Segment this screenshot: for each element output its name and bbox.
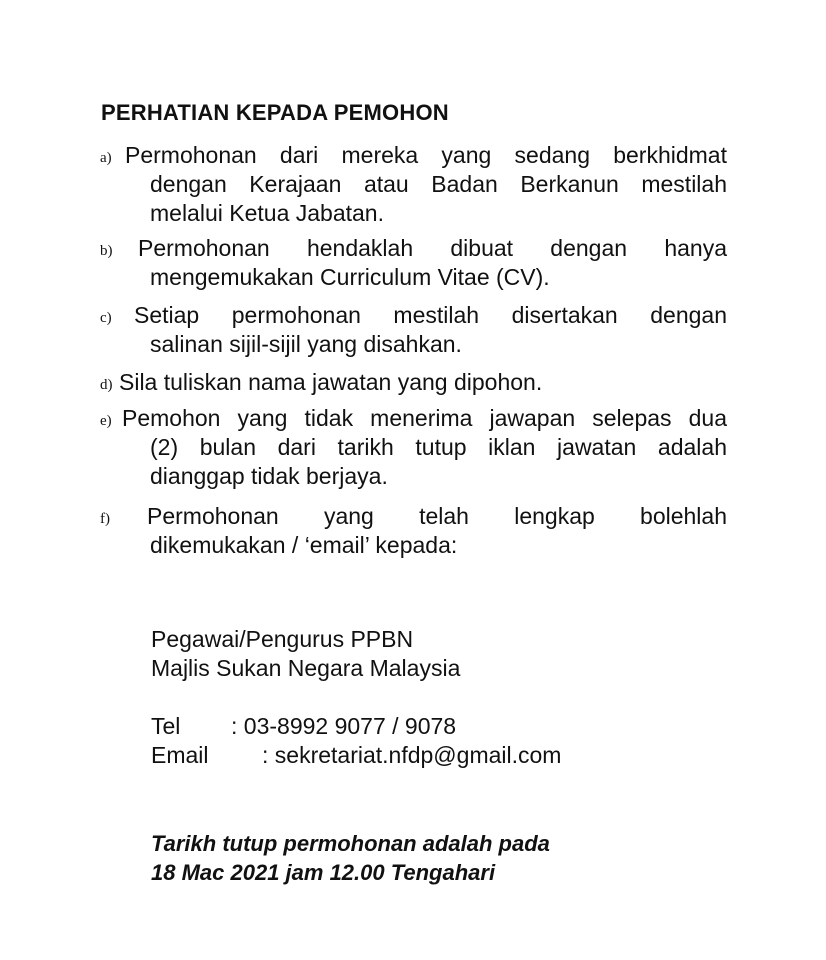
list-item bbox=[100, 368, 727, 397]
closing-date-line-1: Tarikh tutup permohonan adalah pada bbox=[151, 831, 550, 856]
item-marker: c) bbox=[100, 310, 112, 326]
notice-title: PERHATIAN KEPADA PEMOHON bbox=[101, 100, 449, 125]
item-marker: e) bbox=[100, 413, 112, 429]
item-marker: b) bbox=[100, 243, 113, 259]
email-label: Email bbox=[151, 742, 209, 768]
item-text-line: Permohonan hendaklah dibuat dengan hanya bbox=[138, 235, 727, 261]
contact-organization: Majlis Sukan Negara Malaysia bbox=[151, 655, 461, 681]
item-marker: a) bbox=[100, 150, 112, 166]
list-item bbox=[100, 404, 727, 491]
contact-email bbox=[151, 741, 561, 770]
item-text-line: dikemukakan / ‘email’ kepada: bbox=[150, 532, 458, 558]
tel-value: : 03-8992 9077 / 9078 bbox=[231, 713, 457, 739]
email-value: : sekretariat.nfdp@gmail.com bbox=[262, 742, 562, 768]
item-text-line: (2) bulan dari tarikh tutup iklan jawatan adalah bbox=[150, 434, 727, 460]
item-text-line: mengemukakan Curriculum Vitae (CV). bbox=[150, 264, 550, 290]
item-text-line: melalui Ketua Jabatan. bbox=[150, 200, 384, 226]
closing-date-line-2: 18 Mac 2021 jam 12.00 Tengahari bbox=[151, 860, 496, 885]
list-item bbox=[100, 502, 727, 560]
list-item bbox=[100, 301, 727, 359]
item-text-line: Sila tuliskan nama jawatan yang dipohon. bbox=[119, 369, 543, 395]
item-text-line: dianggap tidak berjaya. bbox=[150, 463, 388, 489]
item-text-line: dengan Kerajaan atau Badan Berkanun mestilah bbox=[150, 171, 727, 197]
item-text-line: salinan sijil-sijil yang disahkan. bbox=[150, 331, 462, 357]
item-marker: f) bbox=[100, 511, 110, 527]
contact-tel bbox=[151, 712, 456, 741]
item-marker: d) bbox=[100, 377, 113, 393]
item-text-line: Permohonan dari mereka yang sedang berkhidmat bbox=[125, 142, 727, 168]
item-text-line: Pemohon yang tidak menerima jawapan selepas dua bbox=[122, 405, 727, 431]
item-text-line: Permohonan yang telah lengkap bolehlah bbox=[147, 503, 727, 529]
list-item bbox=[100, 141, 727, 228]
contact-name: Pegawai/Pengurus PPBN bbox=[151, 626, 414, 652]
item-text-line: Setiap permohonan mestilah disertakan dengan bbox=[134, 302, 727, 328]
list-item bbox=[100, 234, 727, 292]
tel-label: Tel bbox=[151, 713, 181, 739]
